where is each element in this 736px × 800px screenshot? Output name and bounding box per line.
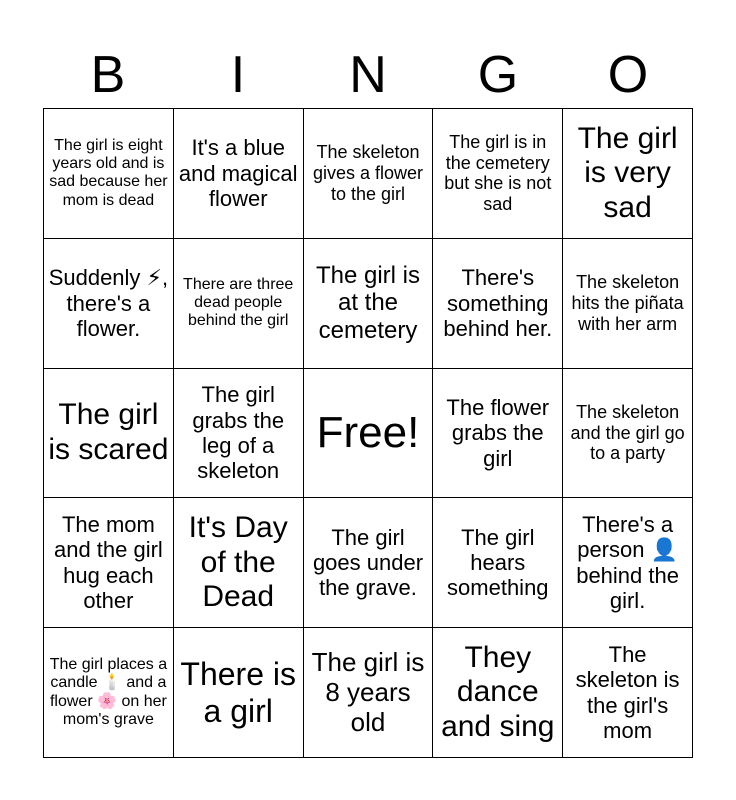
bingo-cell: The girl is eight years old and is sad because her mom is dead	[44, 109, 174, 239]
bingo-cell: There's something behind her.	[433, 239, 563, 369]
header-letter-n: N	[349, 46, 387, 104]
bingo-card-grid	[43, 108, 693, 758]
bingo-cell: It's a blue and magical flower	[174, 109, 304, 239]
bingo-cell: There are three dead people behind the girl	[174, 239, 304, 369]
header-letter-o: O	[607, 46, 649, 104]
bingo-cell: It's Day of the Dead	[174, 498, 304, 628]
bingo-cell: The girl hears something	[433, 498, 563, 628]
bingo-cell: The flower grabs the girl	[433, 369, 563, 499]
bingo-cell: The girl is in the cemetery but she is not sad	[433, 109, 563, 239]
bingo-cell: The girl places a candle 🕯️ and a flower 🌸 on her mom's grave	[44, 628, 174, 758]
bingo-header	[43, 40, 693, 110]
bingo-cell: The girl is 8 years old	[304, 628, 434, 758]
bingo-cell: The girl is at the cemetery	[304, 239, 434, 369]
bingo-cell: The skeleton and the girl go to a party	[563, 369, 693, 499]
bingo-cell: The skeleton is the girl's mom	[563, 628, 693, 758]
bingo-cell: The girl is scared	[44, 369, 174, 499]
bingo-cell: The skeleton gives a flower to the girl	[304, 109, 434, 239]
bingo-cell-free: Free!	[304, 369, 434, 499]
bingo-cell: The girl is very sad	[563, 109, 693, 239]
bingo-cell: They dance and sing	[433, 628, 563, 758]
header-letter-b: B	[90, 46, 126, 104]
bingo-cell: There is a girl	[174, 628, 304, 758]
header-letter-i: I	[230, 46, 246, 104]
bingo-cell: The mom and the girl hug each other	[44, 498, 174, 628]
bingo-cell: The skeleton hits the piñata with her arm	[563, 239, 693, 369]
header-letter-g: G	[477, 46, 519, 104]
bingo-cell: There's a person 👤 behind the girl.	[563, 498, 693, 628]
bingo-cell: The girl grabs the leg of a skeleton	[174, 369, 304, 499]
bingo-cell: The girl goes under the grave.	[304, 498, 434, 628]
bingo-cell: Suddenly ⚡, there's a flower.	[44, 239, 174, 369]
